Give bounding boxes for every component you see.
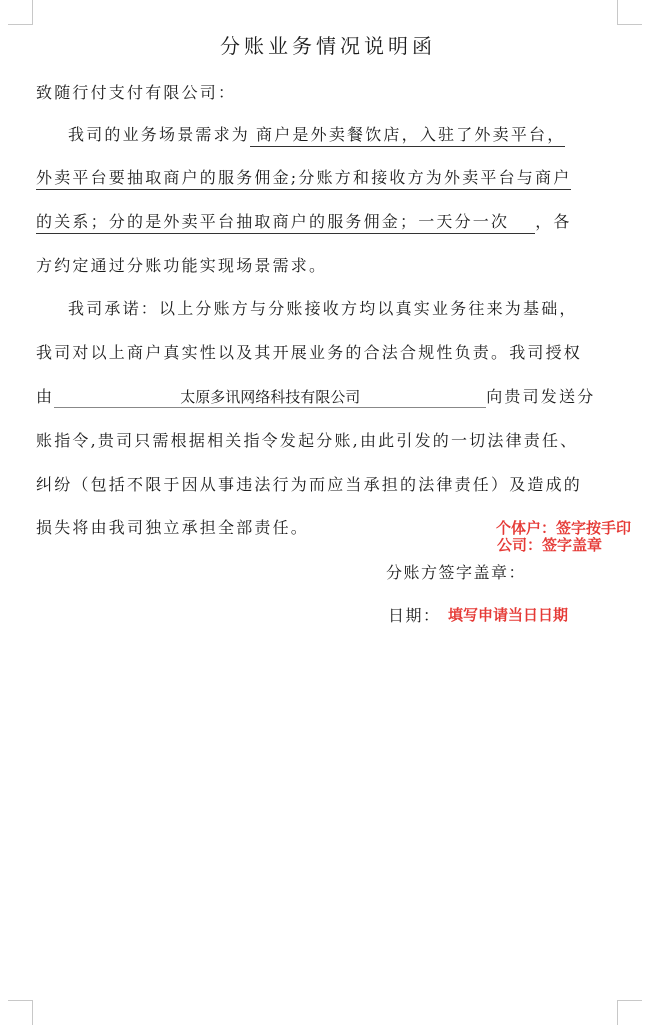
- paragraph1-line4: 方约定通过分账功能实现场景需求。: [36, 256, 328, 275]
- paragraph2-line1: 我司承诺：以上分账方与分账接收方均以真实业务往来为基础，: [68, 299, 578, 318]
- filled-field: 的关系；分的是外卖平台抽取商户的服务佣金；一天分一次: [36, 212, 535, 234]
- filled-field: 商户是外卖餐饮店，入驻了外卖平台，: [250, 125, 565, 147]
- paragraph2-line4: 账指令,贵司只需根据相关指令发起分账,由此引发的一切法律责任、: [36, 431, 579, 450]
- annotation-date-hint: 填写申请当日日期: [448, 607, 569, 624]
- page-corner-mark: [617, 1000, 642, 1025]
- paragraph1-line1: [68, 122, 565, 145]
- company-name-field: 太原多讯网络科技有限公司: [54, 386, 486, 408]
- filled-field: 外卖平台要抽取商户的服务佣金;分账方和接收方为外卖平台与商户: [36, 168, 571, 190]
- annotation-company: 公司：签字盖章: [497, 537, 603, 554]
- text: 由: [36, 387, 55, 406]
- paragraph2-line6: 损失将由我司独立承担全部责任。: [36, 518, 310, 537]
- text: 我司的业务场景需求为: [68, 125, 251, 144]
- page-corner-mark: [8, 0, 33, 25]
- paragraph1-line2: [36, 165, 571, 188]
- signature-label: 分账方签字盖章：: [386, 563, 527, 582]
- paragraph2-line3: [36, 384, 595, 408]
- text: 向贵司发送分: [486, 387, 596, 406]
- annotation-individual: 个体户：签字按手印: [496, 520, 632, 537]
- page-corner-mark: [617, 0, 642, 25]
- date-label: 日期：: [388, 606, 441, 625]
- page-corner-mark: [8, 1000, 33, 1025]
- document-title: 分账业务情况说明函: [220, 34, 436, 58]
- paragraph2-line5: 纠纷（包括不限于因从事违法行为而应当承担的法律责任）及造成的: [36, 475, 583, 494]
- paragraph1-line3: [36, 209, 572, 232]
- addressee: 致随行付支付有限公司：: [36, 83, 237, 102]
- text: ，各: [535, 212, 572, 231]
- paragraph2-line2: 我司对以上商户真实性以及其开展业务的合法合规性负责。我司授权: [36, 343, 583, 362]
